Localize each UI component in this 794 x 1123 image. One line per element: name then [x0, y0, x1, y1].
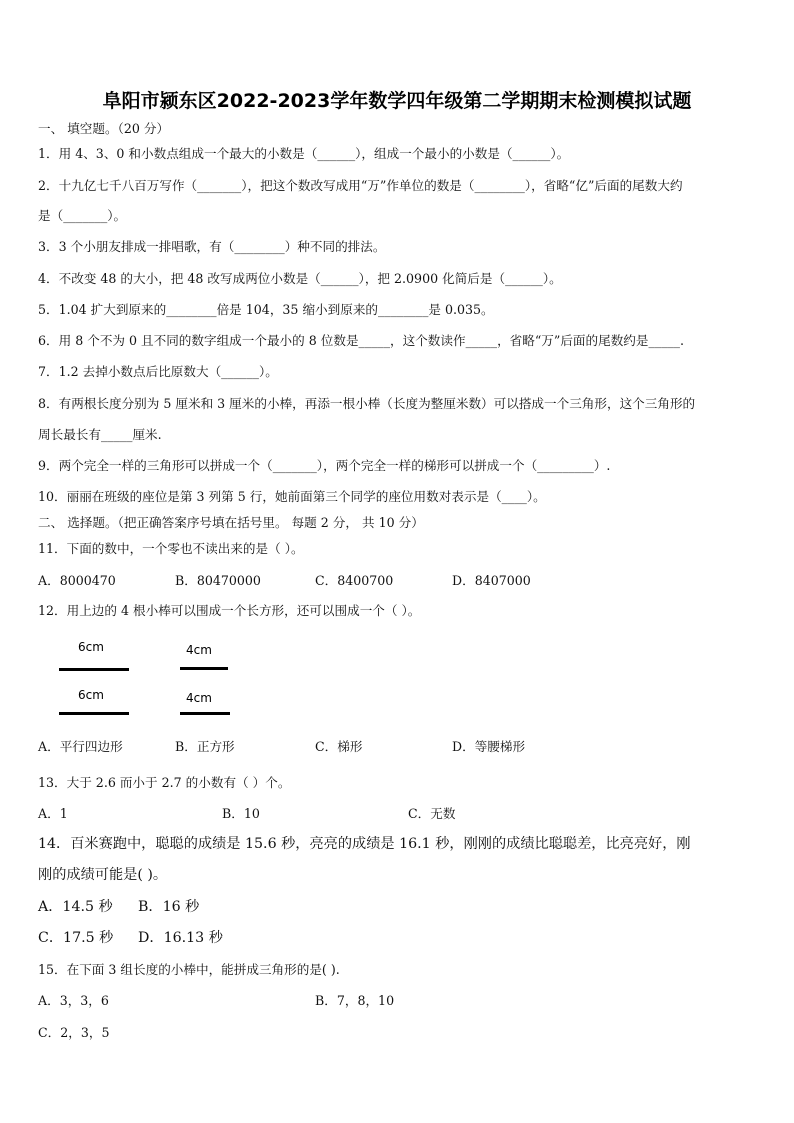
- question-6: 6．用 8 个不为 0 且不同的数字组成一个最小的 8 位数是_____，这个数读作_____，省略“万”后面的尾数约是_____.: [38, 333, 684, 348]
- stick-label-6cm-top: 6cm: [78, 640, 104, 654]
- option-15-c: C．2，3，5: [38, 1025, 110, 1040]
- question-3: 3．3 个小朋友排成一排唱歌，有（________）种不同的排法。: [38, 239, 386, 254]
- question-9: 9．两个完全一样的三角形可以拼成一个（_______），两个完全一样的梯形可以拼成一个（_________）.: [38, 458, 611, 473]
- stick-6cm-bottom: [59, 712, 129, 715]
- option-15-b: B．7，8，10: [315, 993, 395, 1008]
- option-12-a: A．平行四边形: [38, 739, 123, 754]
- option-13-a: A．1: [38, 806, 68, 821]
- question-4: 4．不改变 48 的大小，把 48 改写成两位小数是（______），把 2.0900 化简后是（______）。: [38, 271, 562, 286]
- option-12-c: C．梯形: [315, 739, 363, 754]
- question-15: 15．在下面 3 组长度的小棒中，能拼成三角形的是( ).: [38, 962, 340, 977]
- stick-label-6cm-bottom: 6cm: [78, 688, 104, 702]
- page-title: 阜阳市颍东区2022-2023学年数学四年级第二学期期末检测模拟试题: [102, 90, 692, 112]
- option-11-d: D．8407000: [452, 573, 531, 588]
- stick-label-4cm-top: 4cm: [186, 643, 212, 657]
- section-heading-choice: 二、 选择题。（把正确答案序号填在括号里。 每题 2 分， 共 10 分）: [38, 515, 424, 530]
- stick-6cm-top: [59, 668, 129, 671]
- option-12-b: B．正方形: [175, 739, 235, 754]
- question-5: 5．1.04 扩大到原来的________倍是 104，35 缩小到原来的________是 0.035。: [38, 302, 494, 317]
- section-heading-fill-blank: 一、 填空题。（20 分）: [38, 121, 170, 136]
- option-14-d: D．16.13 秒: [138, 930, 223, 946]
- question-2-line-1: 2．十九亿七千八百万写作（_______），把这个数改写成用“万”作单位的数是（________），省略“亿”后面的尾数大约: [38, 178, 683, 193]
- option-11-b: B．80470000: [175, 573, 261, 588]
- stick-4cm-top: [180, 667, 228, 670]
- option-15-a: A．3，3，6: [38, 993, 109, 1008]
- option-14-b: B．16 秒: [138, 899, 200, 915]
- question-1: 1．用 4、3、0 和小数点组成一个最大的小数是（______），组成一个最小的小数是（______）。: [38, 146, 570, 161]
- question-8-line-2: 周长最长有_____厘米.: [38, 427, 162, 442]
- option-11-c: C．8400700: [315, 573, 394, 588]
- option-12-d: D．等腰梯形: [452, 739, 526, 754]
- question-2-line-2: 是（_______）。: [38, 208, 127, 223]
- stick-4cm-bottom: [180, 712, 230, 715]
- question-8-line-1: 8．有两根长度分别为 5 厘米和 3 厘米的小棒，再添一根小棒（长度为整厘米数）可以搭成一个三角形，这个三角形的: [38, 396, 696, 411]
- option-13-b: B．10: [222, 806, 260, 821]
- stick-label-4cm-bottom: 4cm: [186, 691, 212, 705]
- question-7: 7．1.2 去掉小数点后比原数大（______）。: [38, 364, 278, 379]
- question-14-line-1: 14．百米赛跑中，聪聪的成绩是 15.6 秒，亮亮的成绩是 16.1 秒，刚刚的成绩比聪聪差，比亮亮好，刚: [38, 836, 691, 852]
- option-13-c: C．无数: [408, 806, 456, 821]
- question-14-line-2: 刚的成绩可能是( )。: [38, 867, 168, 883]
- option-14-c: C．17.5 秒: [38, 930, 114, 946]
- option-11-a: A．8000470: [38, 573, 116, 588]
- question-13: 13．大于 2.6 而小于 2.7 的小数有（ ）个。: [38, 775, 291, 790]
- question-10: 10．丽丽在班级的座位是第 3 列第 5 行，她前面第三个同学的座位用数对表示是（____）。: [38, 489, 546, 504]
- question-12: 12．用上边的 4 根小棒可以围成一个长方形，还可以围成一个（ ）。: [38, 603, 421, 618]
- option-14-a: A．14.5 秒: [38, 899, 113, 915]
- question-11: 11．下面的数中，一个零也不读出来的是（ ）。: [38, 541, 304, 556]
